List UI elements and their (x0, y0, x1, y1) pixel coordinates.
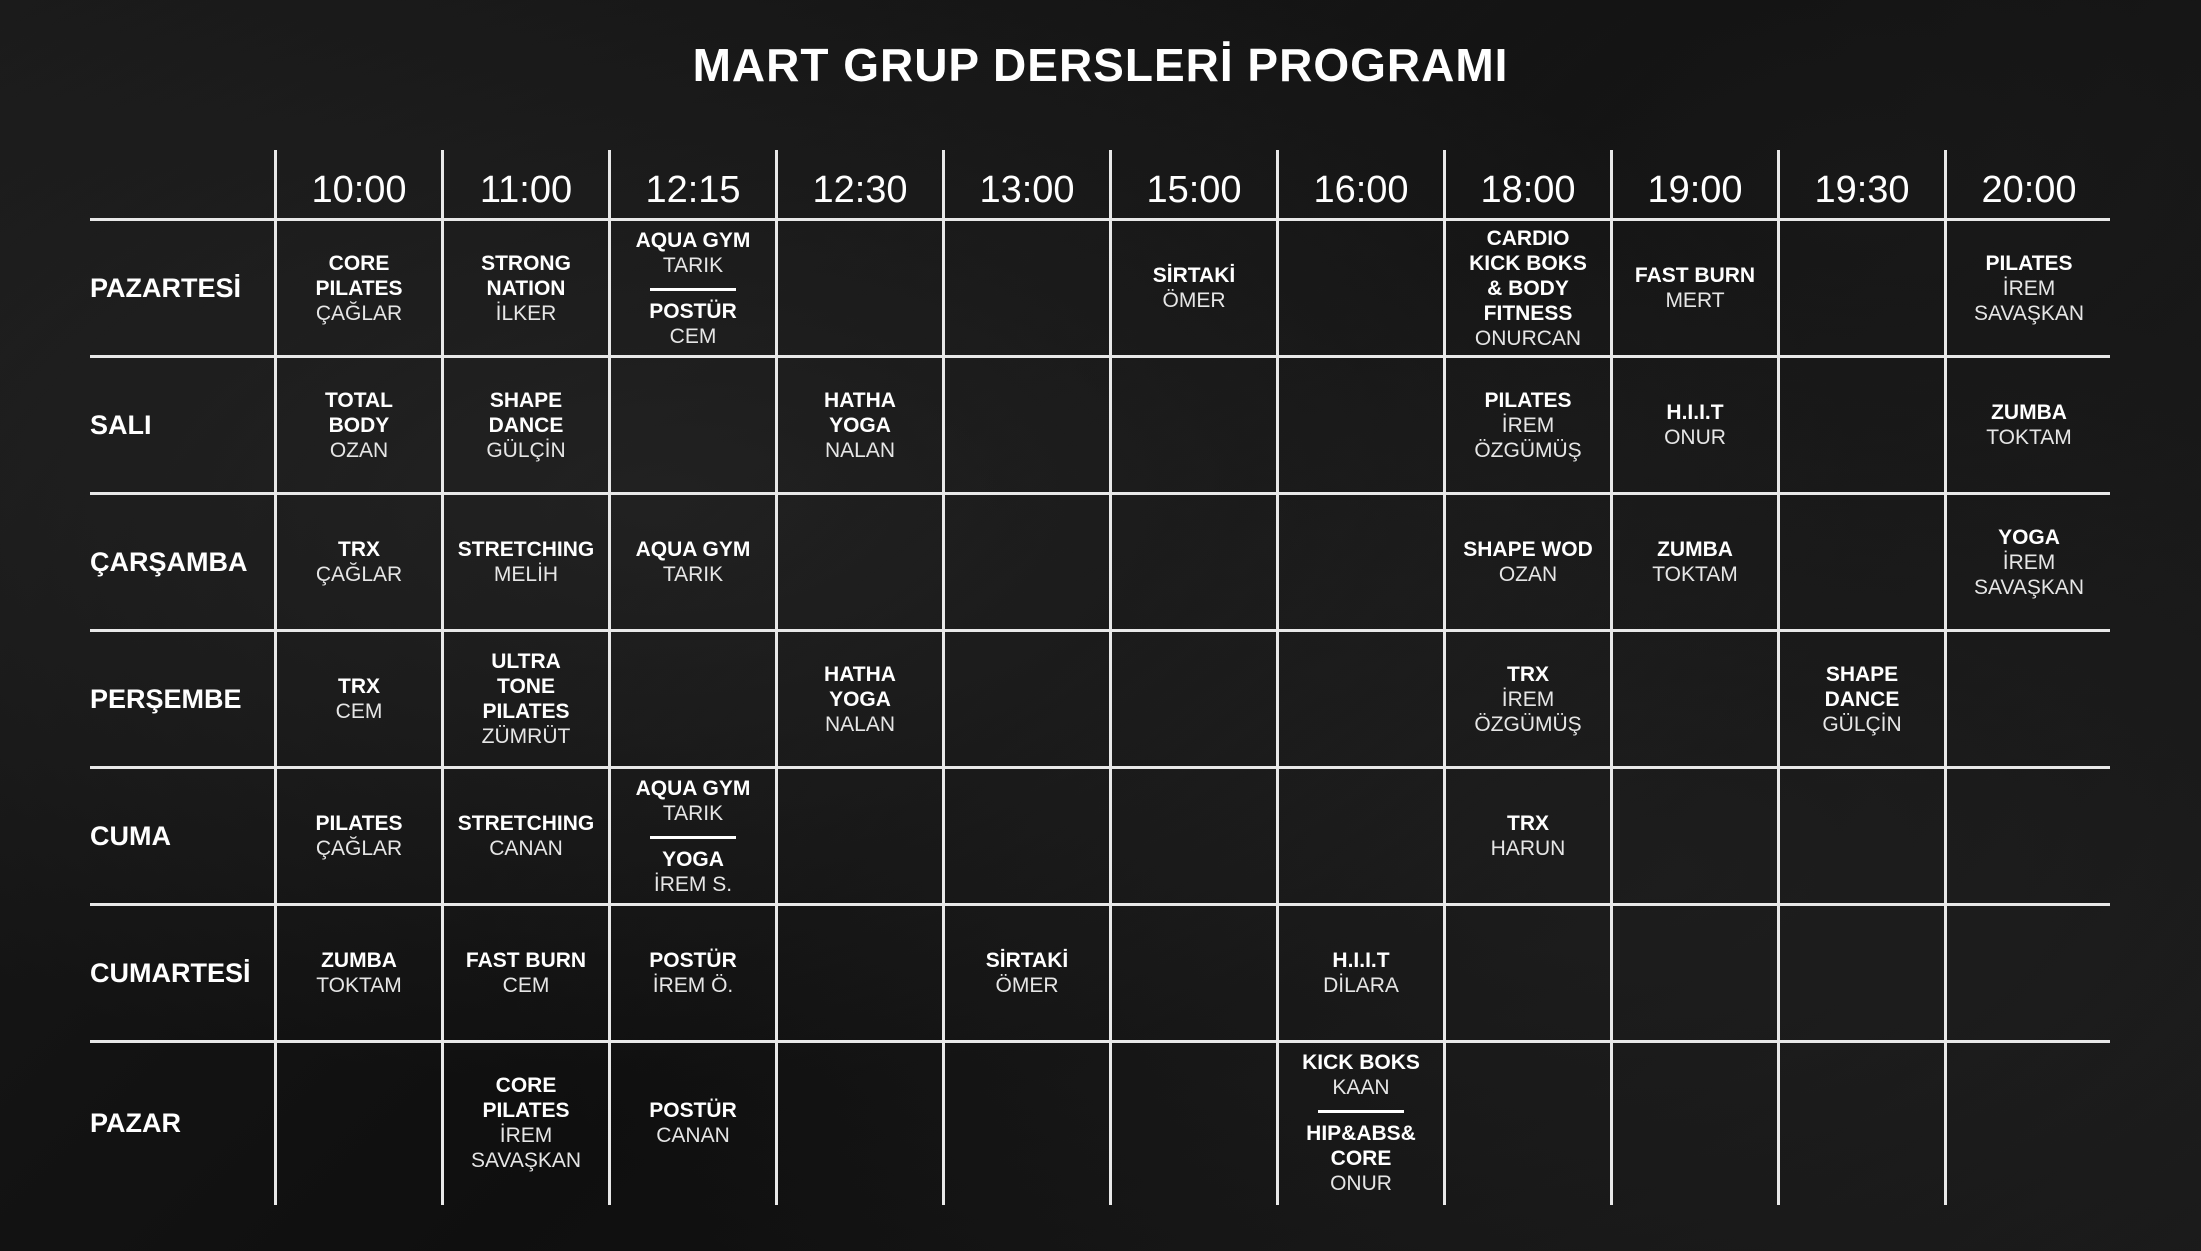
class-name: POSTÜR (649, 949, 737, 972)
class-cell (1947, 221, 2111, 355)
class-name: ZUMBA (321, 949, 397, 972)
instructor-name: HARUN (1490, 837, 1566, 860)
instructor-name: İREM SAVAŞKAN (1973, 276, 2085, 325)
class-name: CORE PILATES (315, 251, 403, 300)
class-name: TRX (1507, 812, 1549, 835)
class-cell (444, 495, 608, 629)
instructor-name: ÇAĞLAR (315, 837, 403, 860)
instructor-name: TARIK (662, 253, 724, 277)
class-cell (444, 1043, 608, 1203)
time-header-1600: 16:00 (1313, 169, 1409, 211)
class-name: SHAPE DANCE (488, 388, 564, 437)
instructor-name: İREM ÖZGÜMÜŞ (1474, 687, 1582, 736)
page-title: MART GRUP DERSLERİ PROGRAMI (692, 39, 1509, 91)
class-cell (1446, 358, 1610, 492)
class-name: ZUMBA (1657, 538, 1733, 561)
instructor-name: ZÜMRÜT (481, 725, 571, 748)
class-name: TRX (338, 538, 380, 561)
instructor-name: ONURCAN (1474, 326, 1582, 350)
class-cell (1446, 495, 1610, 629)
instructor-name: İREM SAVAŞKAN (470, 1124, 582, 1172)
class-name: CARDIO KICK BOKS & BODY FITNESS (1469, 226, 1587, 325)
class-cell (1613, 495, 1777, 629)
class-name: TRX (338, 675, 380, 698)
time-header-1100: 11:00 (479, 169, 573, 211)
time-header-1000: 10:00 (311, 169, 407, 211)
instructor-name: GÜLÇİN (1822, 712, 1902, 736)
class-cell (277, 358, 441, 492)
class-cell (1947, 358, 2111, 492)
day-label-cuma: CUMA (90, 820, 171, 851)
instructor-name: İREM Ö. (652, 974, 734, 997)
class-name: AQUA GYM (635, 776, 751, 800)
time-header-1500: 15:00 (1146, 169, 1242, 211)
class-name: AQUA GYM (635, 228, 751, 252)
class-cell (1279, 1043, 1443, 1203)
class-name: POSTÜR (649, 299, 737, 323)
class-name: SİRTAKİ (1152, 264, 1236, 287)
class-name: ULTRA TONE PILATES (482, 650, 570, 723)
time-header-2000: 20:00 (1981, 169, 2077, 211)
instructor-name: TARIK (662, 563, 724, 586)
day-label-persembe: PERŞEMBE (90, 683, 242, 714)
instructor-name: TOKTAM (1986, 426, 2072, 449)
class-name: TRX (1507, 662, 1549, 686)
class-cell (277, 769, 441, 903)
class-cell (778, 632, 942, 766)
time-header-1930: 19:30 (1814, 169, 1910, 211)
time-header-1230: 12:30 (812, 169, 908, 211)
instructor-name: KAAN (1332, 1076, 1390, 1099)
instructor-name: MELİH (493, 563, 559, 586)
instructor-name: İREM ÖZGÜMÜŞ (1474, 413, 1582, 462)
class-cell (611, 495, 775, 629)
class-cell (277, 632, 441, 766)
instructor-name: ÇAĞLAR (315, 301, 403, 325)
class-name: HATHA YOGA (824, 662, 896, 711)
class-cell (1446, 221, 1610, 355)
class-cell (1446, 769, 1610, 903)
class-name: STRETCHING (457, 812, 595, 835)
instructor-name: OZAN (329, 438, 389, 462)
class-name: HIP&ABS& CORE (1306, 1122, 1416, 1170)
class-cell (611, 769, 775, 903)
time-header-1900: 19:00 (1647, 169, 1743, 211)
class-name: AQUA GYM (635, 538, 751, 561)
class-name: STRETCHING (457, 538, 595, 561)
class-name: ZUMBA (1991, 401, 2067, 424)
instructor-name: CEM (669, 324, 717, 348)
instructor-name: TOKTAM (316, 974, 402, 997)
instructor-name: ONUR (1664, 426, 1726, 449)
class-cell (1613, 221, 1777, 355)
class-cell (277, 495, 441, 629)
class-cell (277, 221, 441, 355)
class-divider (650, 288, 736, 291)
class-cell (945, 906, 1109, 1040)
class-cell (444, 632, 608, 766)
class-cell (444, 221, 608, 355)
class-name: HATHA YOGA (824, 388, 896, 437)
class-name: YOGA (662, 847, 724, 871)
instructor-name: ONUR (1330, 1172, 1392, 1195)
instructor-name: DİLARA (1323, 974, 1399, 997)
class-name: SHAPE DANCE (1824, 662, 1900, 711)
time-header-1215: 12:15 (645, 169, 741, 211)
instructor-name: MERT (1665, 289, 1725, 312)
class-cell (444, 769, 608, 903)
instructor-name: GÜLÇİN (486, 438, 566, 462)
day-label-pazartesi: PAZARTESİ (90, 272, 242, 303)
instructor-name: TOKTAM (1652, 563, 1738, 586)
class-cell (1446, 632, 1610, 766)
day-label-sali: SALI (90, 409, 152, 440)
time-header-1800: 18:00 (1480, 169, 1576, 211)
day-label-pazar: PAZAR (90, 1107, 181, 1138)
class-name: FAST BURN (1634, 264, 1756, 287)
class-divider (1318, 1110, 1404, 1113)
time-header-1300: 13:00 (979, 169, 1075, 211)
class-name: SHAPE WOD (1463, 538, 1593, 561)
instructor-name: CEM (502, 974, 550, 997)
instructor-name: CEM (335, 700, 383, 723)
class-name: PILATES (315, 812, 403, 835)
instructor-name: NALAN (824, 712, 896, 736)
class-cell (778, 358, 942, 492)
class-cell (1279, 906, 1443, 1040)
class-cell (1947, 495, 2111, 629)
class-cell (1112, 221, 1276, 355)
class-cell (444, 906, 608, 1040)
instructor-name: ÇAĞLAR (315, 563, 403, 586)
day-label-cumartesi: CUMARTESİ (90, 957, 251, 988)
class-name: PILATES (1484, 388, 1572, 412)
class-name: H.I.I.T (1332, 949, 1390, 972)
class-name: YOGA (1998, 525, 2060, 549)
instructor-name: CANAN (489, 837, 563, 860)
instructor-name: TARIK (662, 801, 724, 825)
class-name: POSTÜR (649, 1099, 737, 1122)
instructor-name: NALAN (824, 438, 896, 462)
instructor-name: İREM S. (653, 872, 733, 896)
instructor-name: İREM SAVAŞKAN (1973, 550, 2085, 599)
instructor-name: ÖMER (1162, 289, 1226, 312)
class-cell (611, 221, 775, 355)
class-cell (1613, 358, 1777, 492)
class-name: STRONG NATION (481, 251, 571, 300)
instructor-name: CANAN (656, 1124, 730, 1147)
class-name: H.I.I.T (1666, 401, 1724, 424)
class-name: TOTAL BODY (324, 388, 394, 437)
grid-line-vertical (942, 150, 945, 1205)
class-name: SİRTAKİ (985, 949, 1069, 972)
class-cell (277, 906, 441, 1040)
class-divider (650, 836, 736, 839)
instructor-name: OZAN (1498, 563, 1558, 586)
class-cell (444, 358, 608, 492)
class-name: FAST BURN (465, 949, 587, 972)
day-label-carsamba: ÇARŞAMBA (90, 546, 248, 577)
class-cell (611, 1043, 775, 1203)
class-cell (611, 906, 775, 1040)
class-name: KICK BOKS (1302, 1051, 1420, 1074)
class-cell (1780, 632, 1944, 766)
grid-line-horizontal (90, 1040, 2110, 1043)
instructor-name: İLKER (495, 301, 557, 325)
class-name: CORE PILATES (482, 1074, 570, 1122)
class-name: PILATES (1985, 251, 2073, 275)
instructor-name: ÖMER (995, 974, 1059, 997)
